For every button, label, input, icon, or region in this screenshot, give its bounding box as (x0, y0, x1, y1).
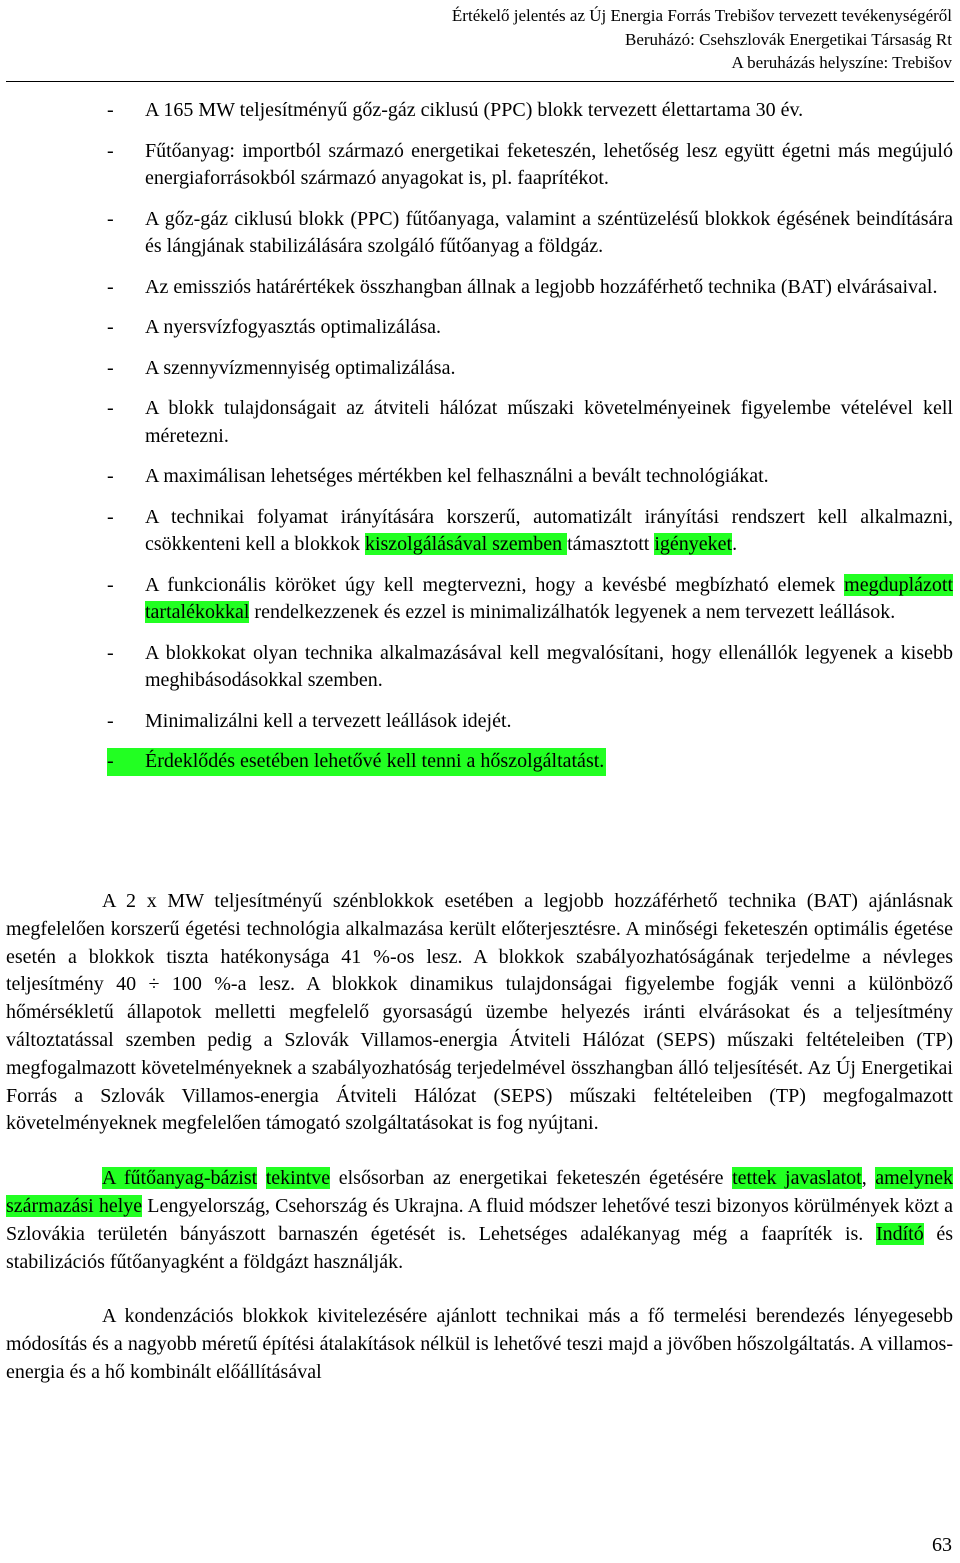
list-item-text: A 165 MW teljesítményű gőz-gáz ciklusú (PPC) blokk tervezett élettartama 30 év. (145, 99, 804, 121)
highlighted-text: amelynek származási helye (6, 1167, 953, 1217)
list-item-text: Az emissziós határértékek összhangban állnak a legjobb hozzáférhető technika (BAT) elvárásaival. (145, 275, 938, 298)
header-report-title: Értékelő jelentés az Új Energia Forrás Trebišov tervezett tevékenységéről (451, 6, 952, 25)
list-item (107, 395, 953, 450)
paragraph-condensation: A kondenzációs blokkok kivitelezésére ajánlott technikai más a fő termelési berendezés lényegesebb módosítás és a nagyobb méretű építési átalakítások nélkül is lehetővé teszi majd a jövőben hőszolgáltatás. A villamos-energia és a hő kombinált előállításával (6, 1305, 953, 1383)
list-item-text: A nyersvízfogyasztás optimalizálása. (145, 316, 442, 338)
list-item (107, 97, 953, 125)
list-item-text: Minimalizálni kell a tervezett leállások idejét. (145, 709, 512, 732)
bullet-dash: - (107, 356, 114, 379)
list-item-text: A technikai folyamat irányítására korszerű, automatizált irányítási rendszert kell alkalmazni, csökkenteni kell a blokkok (145, 505, 953, 555)
bullet-dash: - (107, 573, 114, 596)
bullet-dash: - (107, 99, 114, 121)
list-item-text: támasztott (567, 533, 655, 555)
bullet-dash: - (107, 397, 114, 419)
highlighted-text: Indító (875, 1222, 924, 1245)
text-span: és stabilizációs fűtőanyagként a földgázt használják. (6, 1222, 953, 1273)
list-item-text: A blokk tulajdonságait az átviteli hálózat műszaki követelményeinek figyelembe vételével kell méretezni. (145, 397, 953, 447)
list-item-text: A maximálisan lehetséges mértékben kel felhasználni a bevált technológiákat. (145, 465, 769, 487)
bullet-dash: - (107, 207, 114, 230)
list-item (107, 572, 953, 627)
bullet-dash: - (107, 750, 114, 772)
text-span: , (861, 1167, 876, 1190)
bullet-dash: - (107, 505, 114, 528)
bullet-dash: - (107, 465, 114, 487)
highlighted-text: megduplázott tartalékokkal (145, 573, 953, 623)
list-item (107, 274, 953, 302)
list-item-text: Érdeklődés esetében lehetővé kell tenni a hőszolgáltatást. (145, 750, 605, 772)
list-item-text: . (732, 533, 738, 555)
text-span: Lengyelország, Csehország és Ukrajna. A fluid módszer lehetővé teszi bizonyos körülmények közt a Szlovákia területén bányászott barnaszén égetését is. Lehetséges adalékanyag még a faapríték is. (6, 1194, 953, 1245)
page-number: 63 (932, 1534, 952, 1556)
list-item-text: A blokkokat olyan technika alkalmazásával kell megvalósítani, hogy ellenállók legyenek a kisebb meghibásodásokkal szemben. (145, 641, 953, 691)
list-item (107, 504, 953, 559)
list-item-highlighted (107, 748, 606, 776)
list-item-text: A funkcionális köröket úgy kell megtervezni, hogy a kevésbé megbízható elemek (145, 573, 845, 596)
list-item (107, 138, 953, 193)
header-location: A beruházás helyszíne: Trebišov (731, 53, 952, 72)
paragraph-bat: A 2 x MW teljesítményű szénblokkok esetében a legjobb hozzáférhető technika (BAT) ajánlásnak megfelelően korszerű égetési technológia alkalmazása került előterjesztésre. A minőségi feketeszén optimális égetése esetén a blokkok tiszta hatékonysága 41 %-os lesz. A blokkok szabályozhatóságának terjedelme a névleges teljesítmény 40 ÷ 100 %-a lesz. A blokkok dinamikus tulajdonságai figyelembe fogják venni a különböző hőmérsékletű állapotok melletti megfelelő gyorsaságú üzembe helyezés iránti elvárásokat és a teljesítmény változtatással szemben pedig a Szlovák Villamos-energia Átviteli Hálózat (SEPS) műszaki feltételeiben (TP) megfogalmazott követelményeknek a szabályozhatóság terjedelmével összhangban álló teljesítését. Az Új Energetikai Forrás a Szlovák Villamos-energia Átviteli Hálózat (SEPS) műszaki feltételeiben (TP) megfogalmazott követelményeknek megfelelően támogató szolgáltatásokat is fog nyújtani. (6, 890, 953, 1135)
highlighted-text: igényeket (654, 533, 733, 555)
paragraph-fuel-base (6, 1165, 953, 1276)
highlighted-text: tekintve (265, 1167, 331, 1190)
list-item-text: rendelkezzenek és ezzel is minimalizálhatók legyenek a nem tervezett leállások. (249, 601, 896, 623)
list-item (107, 355, 953, 383)
bullet-dash: - (107, 709, 114, 732)
header-investor: Beruházó: Csehszlovák Energetikai Társaság Rt (624, 29, 952, 49)
bullet-dash: - (107, 316, 114, 338)
list-item-text: Fűtőanyag: importból származó energetikai feketeszén, lehetőség lesz együtt égetni más megújuló energiaforrásokból származó anyagokat is, pl. faaprítékot. (145, 139, 953, 189)
list-item (107, 640, 953, 695)
bullet-dash: - (107, 139, 114, 162)
requirements-list (107, 97, 953, 789)
header-divider (6, 81, 954, 82)
list-item-text: A gőz-gáz ciklusú blokk (PPC) fűtőanyaga, valamint a széntüzelésű blokkok égésének beindítására és lángjának stabilizálására szolgáló fűtőanyag a földgáz. (145, 207, 953, 257)
body-text (6, 888, 953, 1414)
text-span: elsősorban az energetikai feketeszén égetésére (330, 1167, 733, 1190)
document-header (452, 4, 952, 75)
highlighted-text: tettek javaslatot (732, 1167, 862, 1190)
list-item (107, 206, 953, 261)
bullet-dash: - (107, 641, 114, 664)
list-item (107, 463, 953, 491)
bullet-dash: - (107, 275, 114, 298)
list-item (107, 314, 953, 342)
text-span (257, 1167, 266, 1189)
list-item-text: A szennyvízmennyiség optimalizálása. (145, 356, 456, 379)
highlighted-text: A fűtőanyag-bázist (102, 1167, 258, 1190)
list-item (107, 708, 953, 736)
highlighted-text: kiszolgálásával szemben (364, 533, 568, 555)
